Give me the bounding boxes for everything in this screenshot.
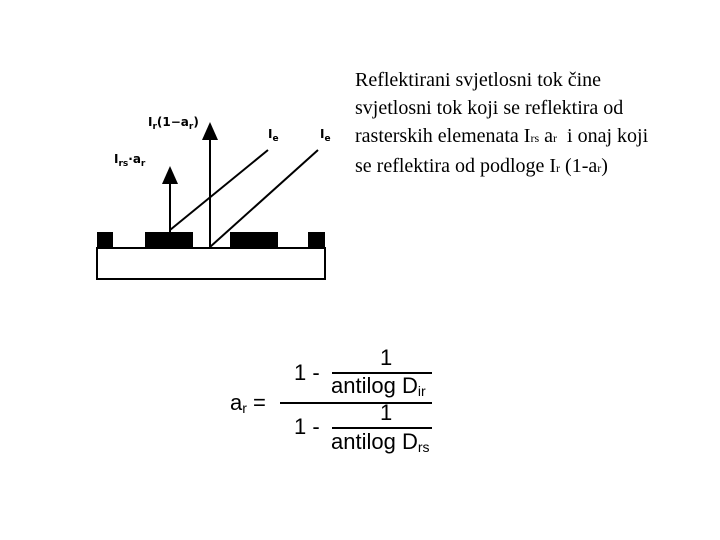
raster-element [230,232,278,248]
formula-lhs: ar = [230,390,266,416]
formula-numerator-top: 1 [380,345,393,370]
formula-denominator-bottom: antilog Drs [331,429,430,455]
label-incident-2: $I_e$ [320,127,331,144]
caption-line: se reflektira od podloge Ir (1-ar) [355,155,608,177]
incident-ray-1 [170,150,268,230]
formula-denominator-top: antilog Dir [331,373,426,399]
raster-element [145,232,193,248]
caption-line: Reflektirani svjetlosni tok čine [355,69,602,91]
raster-element [97,232,113,248]
formula-one-minus-bottom: 1 - [294,414,320,439]
caption-line: svjetlosni tok koji se reflektira od [355,97,624,119]
caption-line: rasterskih elemenata Irs ar i onaj koji [355,125,649,147]
raster-element [308,232,325,248]
label-reflected-raster: $I_{rs}\cdot a_r$ [114,152,146,169]
paper-substrate [97,248,325,279]
label-incident-1: $I_e$ [268,127,279,144]
formula-one-minus-top: 1 - [294,360,320,385]
caption-text [355,66,715,182]
formula-numerator-bottom: 1 [380,400,393,425]
label-reflected-paper: $I_r(1-a_r)$ [148,115,199,132]
